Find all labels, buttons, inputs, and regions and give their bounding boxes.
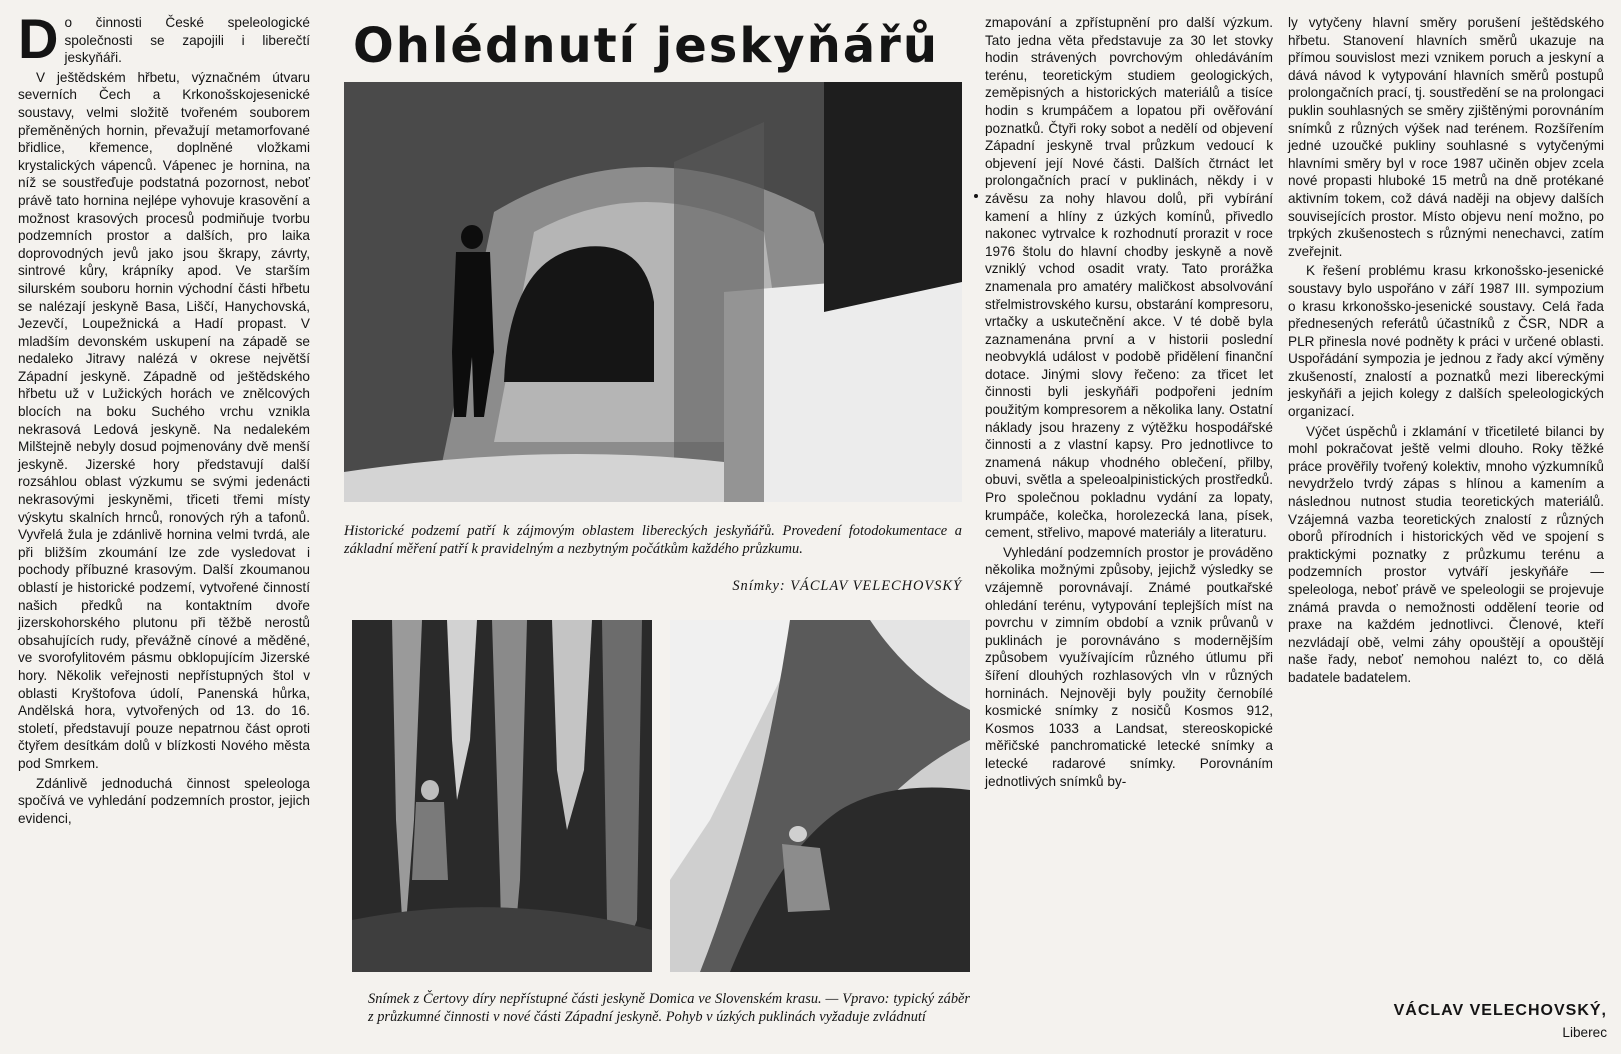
stalactite-photo-illustration: [352, 620, 652, 972]
paragraph: ly vytyčeny hlavní směry porušení ještědského hřbetu. Stanovení hlavních směrů ukazuje na přímou souvislost mezi vznikem poruch a jeskyní a dává návod k vytypování hlavních směrů postupů prolongačních prací, tj. soustředění se na prolongaci puklin souhlasných se směry zjištěnými porovnáním snímků z různých výšek nad terénem. Rozšířením jedné uzoučké pukliny souhlasné s vytyčenými hlavními směry byl v roce 1987 učiněn objev zcela nové propasti hluboké 15 metrů na dně protékané aktivním tokem, což dává naději na objevy dalších souvisejících prostor. Místo objevu není možno, po trpkých zkušenostech s různými nenechavci, zatím zveřejnit.: [1288, 15, 1604, 259]
photo-historic-tunnel: [344, 82, 962, 502]
fissure-photo-illustration: [670, 620, 970, 972]
drop-cap: D: [18, 7, 59, 70]
author-city: Liberec: [1562, 1025, 1607, 1040]
lead-text: o činnosti České speleologické společnosti se zapojili i liberečtí jeskyňáři.: [64, 15, 310, 66]
paragraph: zmapování a zpřístupnění pro další výzkum. Tato jedna věta představuje za 30 let stovky hodin strávených povrchovým ohledáváním terénu, teoretickým studiem geologických, zeměpisných a historických materiálů a tisíce hodin s krumpáčem a lopatou při ověřování poznatků. Čtyři roky sobot a nedělí od objevení Západní jeskyně trval průzkum vedoucí k objevení její Nové části. Dalších čtrnáct let prolongačních prací v puklinách, někdy i v závěsu za nohy hlavou dolů, při vybírání kamení a hlíny z úzkých komínů, přivedlo nakonec vytrvalce k rozhodnutí prorazit v roce 1976 štolu do hlavní chodby jeskyně a nově vzniklý vchod osadit vraty. Tato prorážka znamenala pro amatéry maličkost absolvování střelmistrovského kursu, obstarání kompresoru, vrtačky a uskutečnění akce. V té době byla zaznamenána první a v historii poslední neobvyklá událost v podobě přidělení finanční dotace. Jinými slovy řečeno: za třicet let činnosti byli jeskyňáři podpořeni jedním použitým kompresorem a několika lany. Ostatní náklady jsou hrazeny z výtěžku hospodářské činnosti a z vlastní kapsy. Pro jednotlivce to znamená nákup vhodného oblečení, přilby, obuvi, světla a speleoalpinistických prostředků. Pro společnou pokladnu vydání za lopaty, krumpáče, kolečka, horolezecká lana, písek, cement, střelivo, mapové materiály a literaturu.: [985, 15, 1273, 541]
bullet-dot: [974, 194, 978, 198]
paragraph: Výčet úspěchů i zklamání v třicetileté bilanci by mohl pokračovat ještě velmi dlouho. Roky těžké práce prověřily tvořený kolektiv, mnoho výzkumníků nevydrželo tvrdý zápas s hlínou a kamením a následnou nutnost studia teoretických materiálů. Vzájemná vazba teoretických znalostí z různých oborů přírodních i historických věd ve spojení s praktickými poznatky z průzkumu terénu a podzemních prostor vytváří jeskyňáře — speleologa, neboť právě ve speleologii se projevuje známá pravda o nemožnosti oddělení teorie od praxe na každém jednotlivci. Členové, kteří nezvládají obě, velmi záhy opouštějí a opouštějí naše řady, neboť nemohou nalézt to, co dělá badatele badatelem.: [1288, 423, 1604, 685]
article-column-3: [985, 14, 1273, 790]
paragraph: V ještědském hřbetu, význačném útvaru severních Čech a Krkonošskojesenické soustavy, velmi složitě tvořeném souborem přeměněných hornin, převažují metamorfované břidlice, křemence, doplněné vložkami krystalických vápenců. Vápenec je hornina, na níž se soustřeďuje podstatná pozornost, neboť právě tato hornina nejlépe vyhovuje krasovění a možnost krasových procesů podmiňuje tvorbu podzemních prostor a dalších, pro laika doprovodných jevů jako jsou škrapy, závrty, sintrové kůry, krápníky apod. Ve starším silurském souboru hornin východní části hřbetu se nalézají jeskyně Basa, Liščí, Hanychovská, Jezevčí, Loupežnická a Hadí propast. V mladším devonském uskupení na západě se nedaleko Jitravy nalézá v okrese největší Západní jeskyně. Západně od ještědského hřbetu už v Lužických horách ve znělcových blocích na boku Suchého vrchu vznikla nekrasová Ledová jeskyně. Na nedalekém Milštejně nebyly dosud pojmenovány dvě menší jeskyně. Jizerské hory představují další rozsáhlou oblast výzkumu se svými jedenácti nekrasovými jeskyněmi, třiceti třemi místy výskytu skalních hrnců, ronových rýh a tafonů. Vyvřelá žula je zdánlivě hornina velmi tvrdá, ale při bližším zkoumání lze zde vysledovat i pochody příbuzné krasovým. Další zkoumanou oblastí je historické podzemí, vytvořené činností našich předků na kontaktním dvoře jizerskohorského plutonu při těžbě nerostů obsahujících rudy, převážně cínové a měděné, ve svorofylitovém pásmu obklopujícím Jizerské hory. Několik veřejnosti nepřístupných štol v oblasti Kryštofova údolí, Panenská hůrka, Andělská hora, vytvořených od 13. do 16. století, představují pouze nepatrnou část oproti čtyřem desítkám dolů v blízkosti Nového města pod Smrkem.: [18, 69, 310, 771]
photo-credit: Snímky: VÁCLAV VELECHOVSKÝ: [732, 578, 962, 594]
lead-paragraph: [18, 7, 310, 70]
article-column-4: [1288, 14, 1604, 687]
photo-cave-stalactites: [352, 620, 652, 972]
photo-caption-bottom: Snímek z Čertovy díry nepřístupné části jeskyně Domica ve Slovenském krasu. — Vpravo: typický záběr z průzkumné činnosti v nové části Západní jeskyně. Pohyb v úzkých puklinách vyžaduje zvládnutí: [368, 991, 970, 1025]
tunnel-photo-illustration: [344, 82, 962, 502]
photo-caption-top: Historické podzemí patří k zájmovým oblastem libereckých jeskyňářů. Provedení fotodokumentace a základní měření patří k pravidelným a nezbytným počátkům každého průzkumu.: [344, 523, 962, 557]
paragraph: Vyhledání podzemních prostor je prováděno několika možnými způsoby, jejichž výsledky se vzájemně porovnávají. Známé poutkařské ohledání terénu, vytypování teplejších míst na povrchu v zimním období a vznik průvanů v puklinách je porovnáváno s modernějším způsobem využívajícím různého útlumu při šíření dlouhých rozhlasových vln v různých horninách. Nejnověji byly použity černobílé kosmické snímky z nosičů Kosmos 912, Kosmos 1033 a Landsat, stereoskopické měřičské panchromatické letecké snímky a letecké radarové snímky. Porovnáním jednotlivých snímků by-: [985, 544, 1273, 789]
photo-narrow-fissure: [670, 620, 970, 972]
paragraph: Zdánlivě jednoduchá činnost speleologa spočívá ve vyhledání podzemních prostor, jejich evidenci,: [18, 775, 310, 826]
author-signature: VÁCLAV VELECHOVSKÝ,: [1393, 1002, 1607, 1019]
article-headline: Ohlédnutí jeskyňářů: [353, 18, 939, 74]
paragraph: K řešení problému krasu krkonošsko-jesenické soustavy bylo uspořáno v září 1987 III. sympozium o krasu krkonošsko-jesenické soustavy. Celá řada přednesených referátů účastníků z ČSR, NDR a PLR přinesla nové podněty k práci v určené oblasti. Uspořádání sympozia je jednou z řady akcí výměny zkušeností, znalostí a poznatků mezi libereckými jeskyňáři a jejich kolegy z dalších speleologických organizací.: [1288, 263, 1604, 420]
article-column-1: [18, 7, 310, 827]
